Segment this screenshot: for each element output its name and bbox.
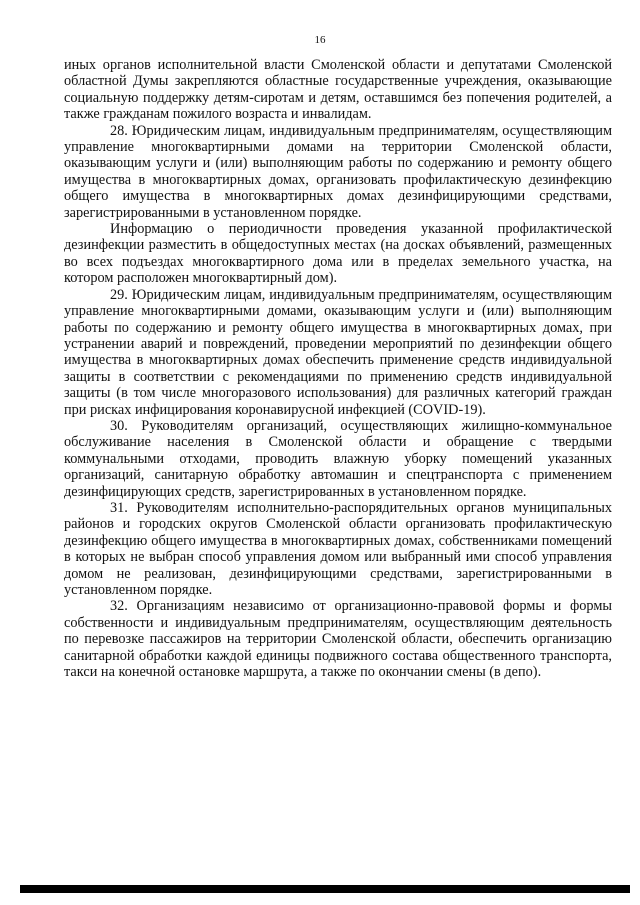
- paragraph-28-info: Информацию о периодичности проведения указанной профилактической дезинфекции разместить в общедоступных местах (на досках объявлений, размещенных во всех подъездах многоквартирного дома или в пределах земельного участка, на котором расположен многоквартирный дом).: [64, 221, 612, 287]
- paragraph-28: 28. Юридическим лицам, индивидуальным предпринимателям, осуществляющим управление многоквартирными домами на территории Смоленской области, оказывающим услуги и (или) выполняющим работы по содержанию и ремонту общего имущества в многоквартирных домах, организовать профилактическую дезинфекцию общего имущества в многоквартирных домах дезинфицирующими средствами, зарегистрированными в установленном порядке.: [64, 122, 612, 221]
- paragraph-29: 29. Юридическим лицам, индивидуальным предпринимателям, осуществляющим управление многоквартирными домами, оказывающим услуги и (или) выполняющим работы по содержанию и ремонту общего имущества в многоквартирных домах, при устранении аварий и повреждений, проведении мероприятий по дезинфекции общего имущества в многоквартирных домах обеспечить применение средств индивидуальной защиты в соответствии с рекомендациями по применению средств индивидуальной защиты (в том числе многоразового использования) для различных категорий граждан при рисках инфицирования коронавирусной инфекцией (COVID-19).: [64, 286, 612, 418]
- page-number: 16: [314, 34, 326, 46]
- document-body: [64, 57, 612, 680]
- paragraph-31: 31. Руководителям исполнительно-распорядительных органов муниципальных районов и городских округов Смоленской области организовать профилактическую дезинфекцию общего имущества в многоквартирных домах, собственниками помещений в которых не выбран способ управления домом или выбранный ими способ управления домом не реализован, дезинфицирующими средствами, зарегистрированными в установленном порядке.: [64, 499, 612, 598]
- paragraph-32: 32. Организациям независимо от организационно-правовой формы и формы собственности и индивидуальным предпринимателям, осуществляющим деятельность по перевозке пассажиров на территории Смоленской области, обеспечить организацию санитарной обработки каждой единицы подвижного состава общественного транспорта, такси на конечной остановке маршрута, а также по окончании смены (в депо).: [64, 598, 612, 681]
- paragraph-continuation: иных органов исполнительной власти Смоленской области и депутатами Смоленской областной Думы закрепляются областные государственные учреждения, оказывающие социальную поддержку детям-сиротам и детям, оставшимся без попечения родителей, а также гражданам пожилого возраста и инвалидам.: [64, 57, 612, 123]
- scan-bottom-border: [20, 885, 630, 893]
- paragraph-30: 30. Руководителям организаций, осуществляющих жилищно-коммунальное обслуживание населения в Смоленской области и обращение с твердыми коммунальными отходами, проводить влажную уборку помещений указанных организаций, санитарную обработку автомашин и спецтранспорта с применением дезинфицирующих средств, зарегистрированных в установленном порядке.: [64, 417, 612, 500]
